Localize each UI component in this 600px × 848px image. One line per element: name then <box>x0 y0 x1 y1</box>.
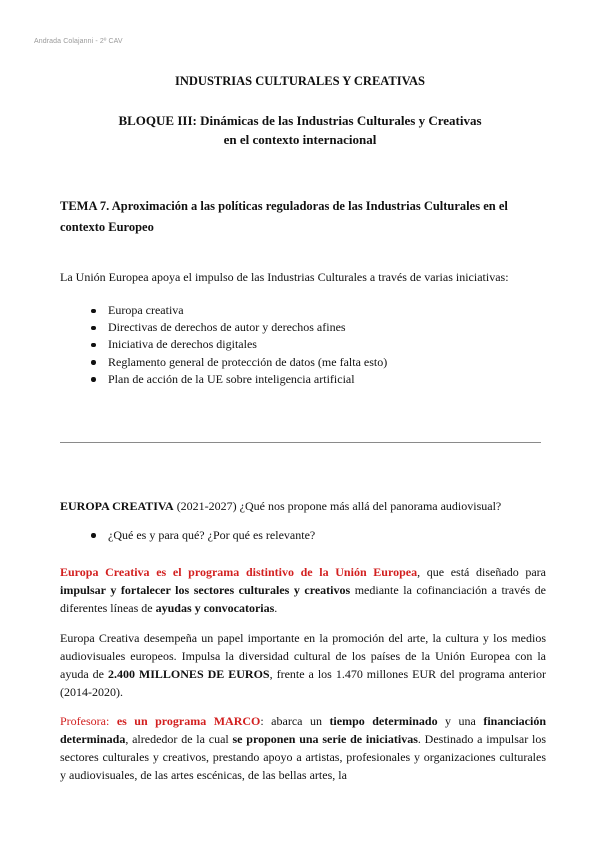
bloque-heading <box>0 111 600 149</box>
bold-text: impulsar y fortalecer los sectores culturales y creativos <box>60 583 351 597</box>
bold-text: tiempo determinado <box>329 714 438 728</box>
bold-text: financiación determinada <box>60 714 547 746</box>
bullet-icon <box>91 377 96 382</box>
bloque-line-1: BLOQUE III: Dinámicas de las Industrias Culturales y Creativas <box>118 113 482 128</box>
bullet-icon <box>91 533 96 538</box>
list-item <box>60 354 540 371</box>
tema-heading: TEMA 7. Aproximación a las políticas reguladoras de las Industrias Culturales en el contexto Europeo <box>60 199 508 234</box>
list-item <box>60 302 540 319</box>
list-item-text: Plan de acción de la UE sobre inteligencia artificial <box>108 371 355 386</box>
text: , alrededor de la cual <box>125 732 233 746</box>
list-item-text: Europa creativa <box>108 303 184 317</box>
paragraph-profesora <box>60 712 546 784</box>
text: Europa Creativa desempeña un papel importante en la promoción del arte, la cultura y los medios audiovisuales europeos. Impulsa la diversidad cultural de los países de la Unión Europea con la ayuda de <box>60 631 546 681</box>
heading-rest: (2021-2027) ¿Qué nos propone más allá del panorama audiovisual? <box>173 499 502 513</box>
text: y una <box>437 714 484 728</box>
bold-text: se proponen una serie de iniciativas <box>232 732 418 746</box>
question-text: ¿Qué es y para qué? ¿Por qué es relevante? <box>108 528 316 542</box>
bloque-line-2: en el contexto internacional <box>223 132 377 147</box>
text: : abarca un <box>260 714 330 728</box>
heading-bold: EUROPA CREATIVA <box>60 499 174 513</box>
list-item-text: Reglamento general de protección de datos (me falta esto) <box>108 354 388 369</box>
question-item <box>60 526 315 544</box>
list-item <box>60 336 540 353</box>
intro-paragraph: La Unión Europea apoya el impulso de las Industrias Culturales a través de varias iniciativas: <box>60 270 509 284</box>
paragraph-funding <box>60 629 546 701</box>
document-title: INDUSTRIAS CULTURALES Y CREATIVAS <box>175 74 425 88</box>
section-divider <box>60 442 541 443</box>
text: , que está diseñado para <box>417 565 546 579</box>
list-item <box>60 319 540 336</box>
list-item <box>60 371 540 388</box>
highlight-text: Europa Creativa es el programa distintivo de la Unión Europea <box>60 565 418 579</box>
author-note: Andrada Colajanni - 2º CAV <box>34 38 123 45</box>
text: mediante la cofinanciación a través de diferentes líneas de <box>60 583 546 615</box>
europa-creativa-heading <box>60 497 546 515</box>
bold-text: 2.400 MILLONES DE EUROS <box>107 667 270 681</box>
bullet-icon <box>91 326 96 331</box>
list-item-text: Iniciativa de derechos digitales <box>108 337 257 352</box>
bullet-icon <box>91 309 96 314</box>
highlight-text: es un programa MARCO <box>116 714 261 728</box>
bold-text: ayudas y convocatorias <box>155 601 275 615</box>
highlight-label: Profesora: <box>60 714 117 728</box>
initiatives-list <box>60 302 540 388</box>
list-item-text: Directivas de derechos de autor y derechos afines <box>108 320 346 335</box>
text: , frente a los 1.470 millones EUR del programa anterior (2014-2020). <box>60 667 547 699</box>
bullet-icon <box>91 360 96 365</box>
paragraph-definition <box>60 563 546 617</box>
text: . <box>274 601 278 615</box>
bullet-icon <box>91 343 96 348</box>
text: . Destinado a impulsar los sectores culturales y creativos, prestando apoyo a artistas, profesionales y organizaciones culturales y audiovisuales, de las artes escénicas, de las bellas artes, la <box>60 732 546 782</box>
